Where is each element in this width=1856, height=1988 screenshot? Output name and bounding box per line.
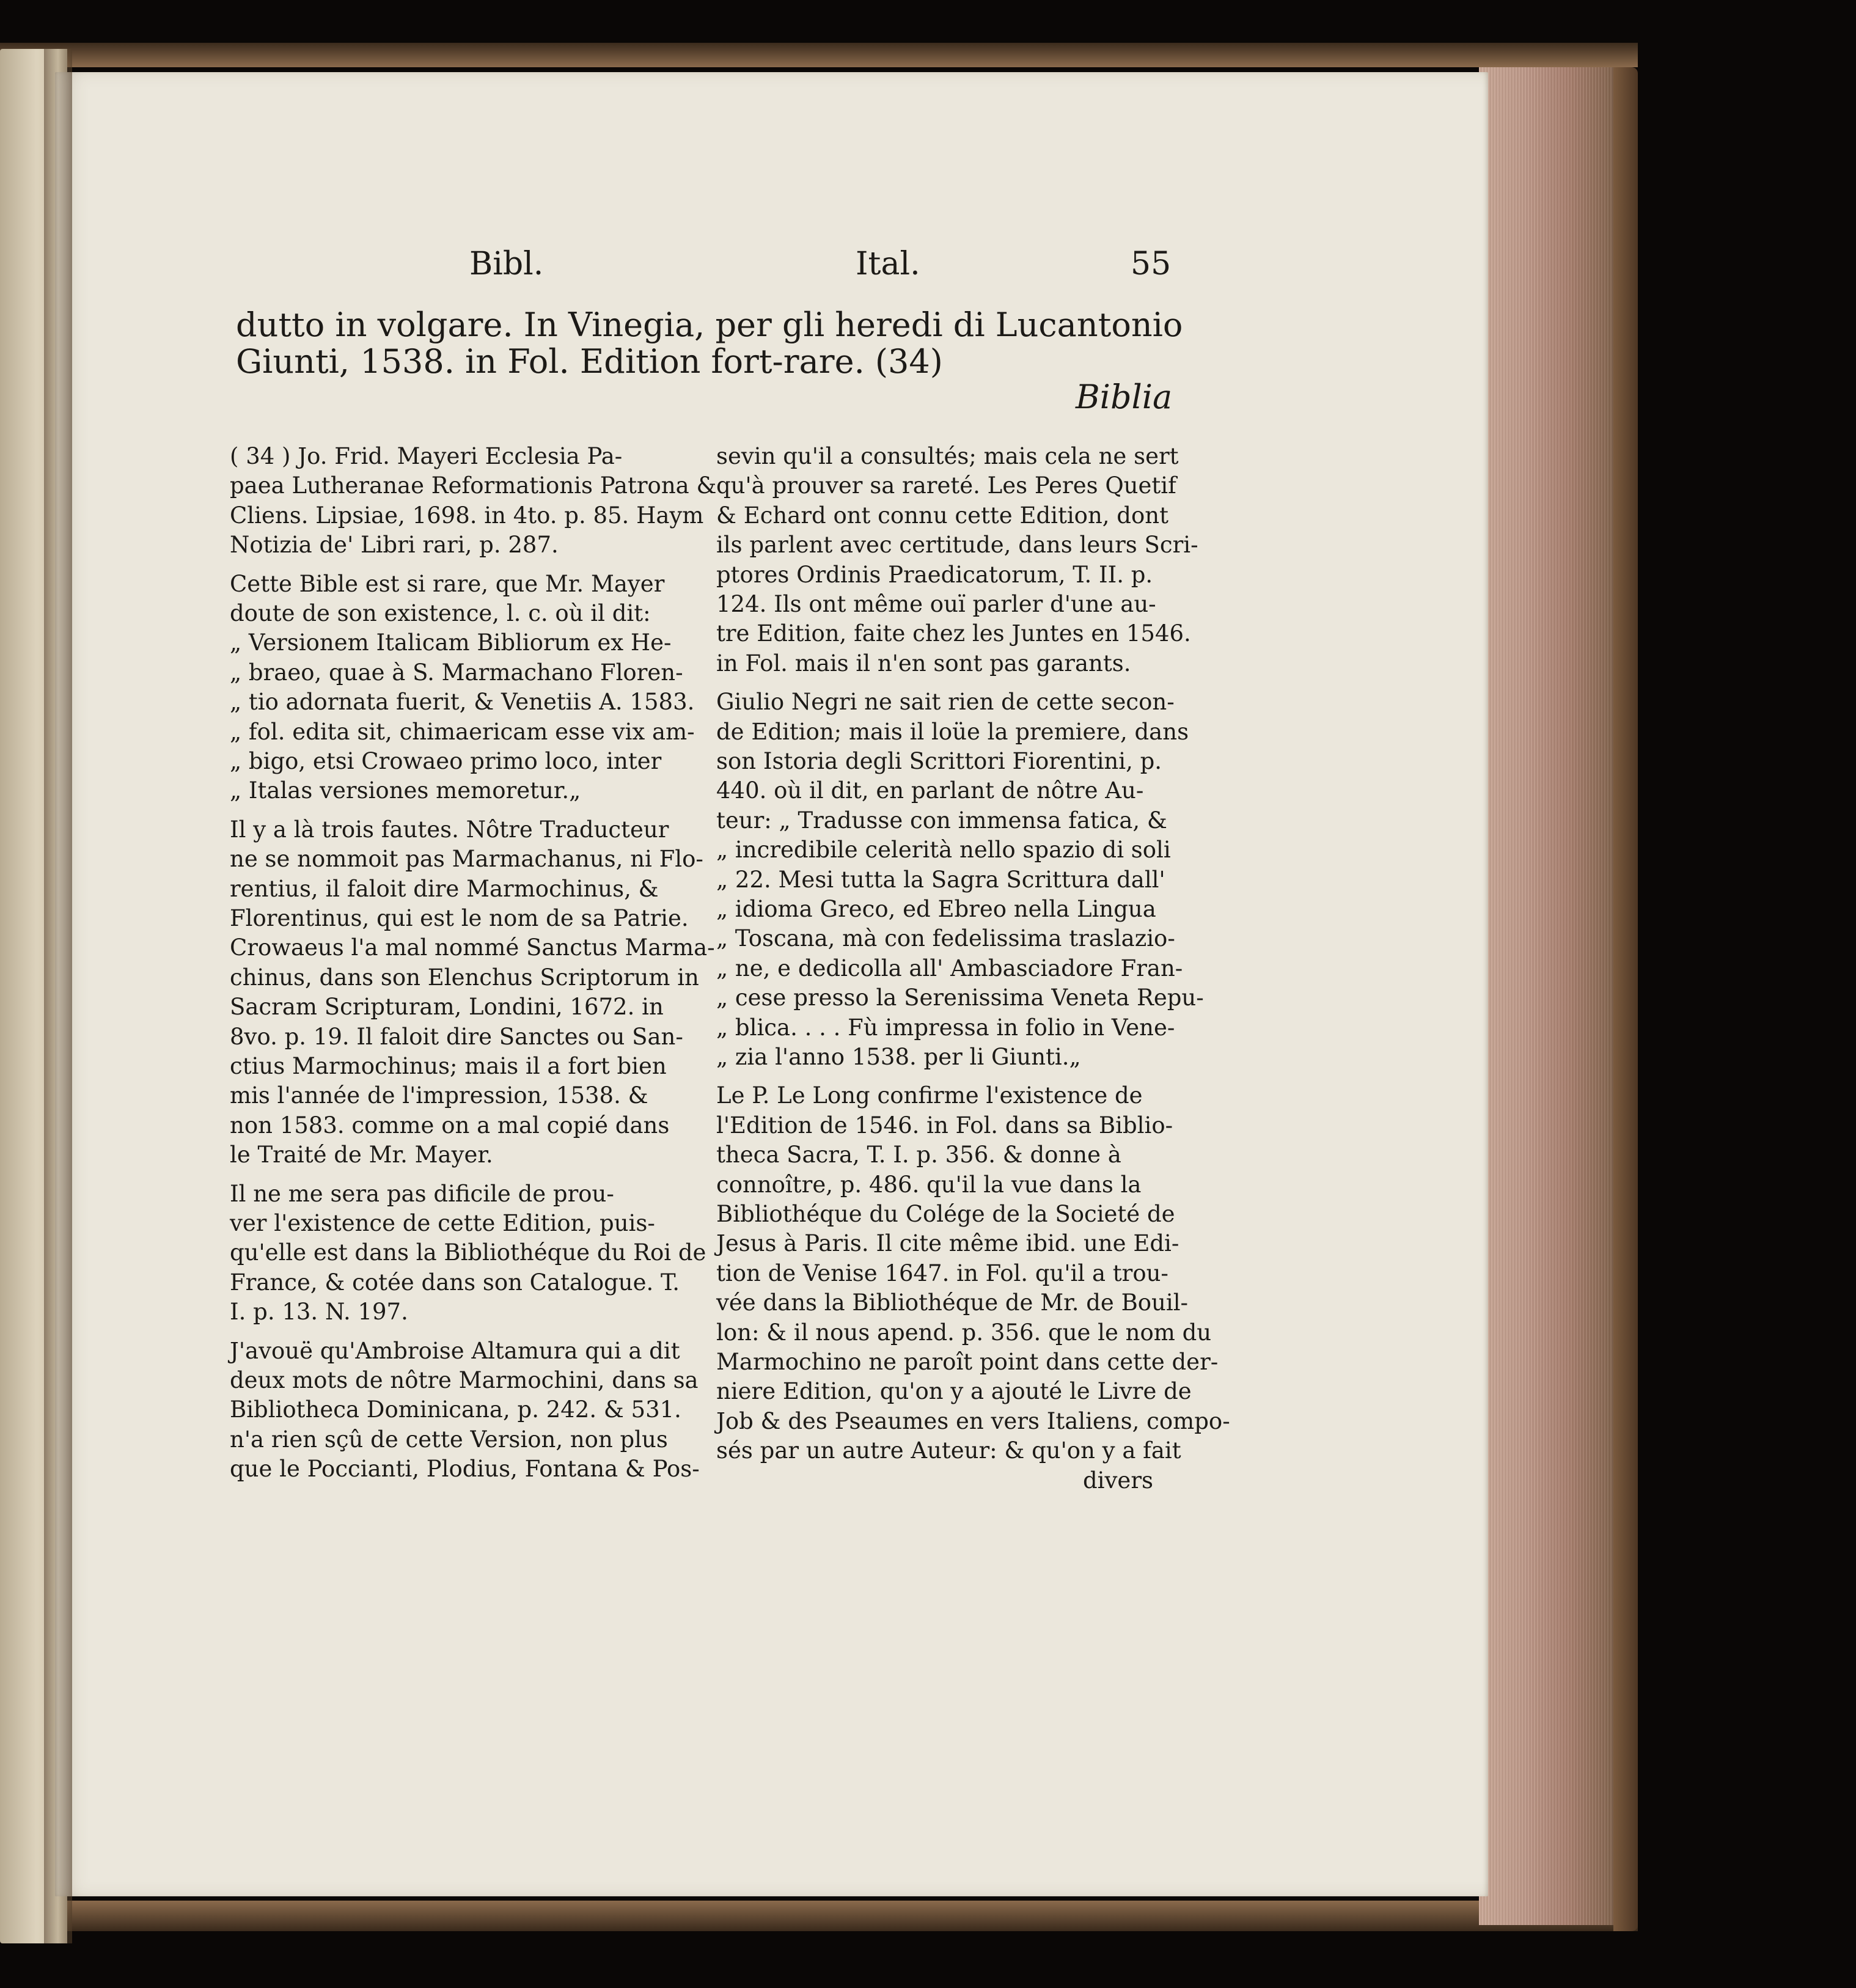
text-line: „ fol. edita sit, chimaericam esse vix am- (230, 718, 695, 745)
text-line: tre Edition, faite chez les Juntes en 1546. (716, 620, 1191, 647)
page-number: 55 (1131, 246, 1172, 282)
text-line: divers (1083, 1467, 1153, 1494)
text-line: Sacram Scripturam, Londini, 1672. in (230, 994, 664, 1021)
text-line: „ ne, e dedicolla all' Ambasciadore Fran- (716, 955, 1183, 981)
text-line: „ incredibile celerità nello spazio di soli (716, 837, 1171, 864)
text-line: Bibliothéque du Colége de la Societé de (716, 1201, 1175, 1227)
text-line: „ Italas versiones memoretur.„ (230, 777, 581, 804)
text-line: I. p. 13. N. 197. (230, 1299, 408, 1326)
text-line: 440. où il dit, en parlant de nôtre Au- (716, 777, 1144, 804)
text-line: non 1583. comme on a mal copié dans (230, 1112, 670, 1139)
text-line: lon: & il nous apend. p. 356. que le nom du (716, 1319, 1212, 1346)
text-line: le Traité de Mr. Mayer. (230, 1142, 493, 1168)
text-line: „ cese presso la Serenissima Veneta Repu- (716, 985, 1204, 1011)
text-line: ne se nommoit pas Marmachanus, ni Flo- (230, 846, 703, 873)
running-head-center: Ital. (856, 246, 920, 282)
text-line: deux mots de nôtre Marmochini, dans sa (230, 1367, 699, 1393)
text-line: ( 34 ) Jo. Frid. Mayeri Ecclesia Pa- (230, 443, 623, 469)
text-line: Cliens. Lipsiae, 1698. in 4to. p. 85. Haym (230, 502, 704, 529)
text-line: & Echard ont connu cette Edition, dont (716, 502, 1168, 529)
text-line: ctius Marmochinus; mais il a fort bien (230, 1053, 667, 1079)
text-line: Cette Bible est si rare, que Mr. Mayer (230, 570, 665, 597)
text-line: 8vo. p. 19. Il faloit dire Sanctes ou San- (230, 1023, 683, 1050)
text-line: connoître, p. 486. qu'il la vue dans la (716, 1171, 1142, 1198)
text-line: in Fol. mais il n'en sont pas garants. (716, 650, 1131, 677)
text-line: teur: „ Tradusse con immensa fatica, & (716, 807, 1167, 834)
text-line: 124. Ils ont même ouï parler d'une au- (716, 591, 1156, 617)
text-line: qu'elle est dans la Bibliothéque du Roi de (230, 1239, 706, 1266)
book-cover-bottom (0, 1901, 1638, 1931)
text-line: ils parlent avec certitude, dans leurs Scri- (716, 532, 1198, 559)
text-line: sevin qu'il a consultés; mais cela ne sert (716, 443, 1179, 469)
text-line: rentius, il faloit dire Marmochinus, & (230, 875, 659, 902)
text-line: mis l'année de l'impression, 1538. & (230, 1082, 648, 1109)
text-line: son Istoria degli Scrittori Fiorentini, p. (716, 748, 1162, 774)
text-line: J'avouë qu'Ambroise Altamura qui a dit (230, 1337, 680, 1364)
text-line: doute de son existence, l. c. où il dit: (230, 600, 651, 626)
text-line: Job & des Pseaumes en vers Italiens, compo- (716, 1407, 1230, 1434)
text-line: „ braeo, quae à S. Marmachano Floren- (230, 659, 683, 686)
catchword: Biblia (1076, 378, 1173, 416)
book-cover-edge (1613, 67, 1638, 1931)
running-head-left: Bibl. (469, 246, 544, 282)
text-line: vée dans la Bibliothéque de Mr. de Bouil- (716, 1289, 1189, 1316)
text-line: Florentinus, qui est le nom de sa Patrie. (230, 905, 689, 931)
text-line: paea Lutheranae Reformationis Patrona & (230, 472, 717, 499)
text-line: „ Versionem Italicam Bibliorum ex He- (230, 629, 672, 656)
text-line: tion de Venise 1647. in Fol. qu'il a trou- (716, 1260, 1168, 1286)
text-line: „ blica. . . . Fù impressa in folio in Vene- (716, 1014, 1175, 1041)
main-text-line: Giunti, 1538. in Fol. Edition fort-rare. (34) (236, 342, 943, 381)
text-line: „ zia l'anno 1538. per li Giunti.„ (716, 1044, 1081, 1070)
text-line: sés par un autre Auteur: & qu'on y a fait (716, 1437, 1181, 1464)
text-line: „ bigo, etsi Crowaeo primo loco, inter (230, 748, 662, 774)
text-line: Bibliotheca Dominicana, p. 242. & 531. (230, 1396, 681, 1423)
book-cover-top (0, 43, 1638, 67)
text-line: Marmochino ne paroît point dans cette der- (716, 1349, 1219, 1375)
text-line: ver l'existence de cette Edition, puis- (230, 1210, 655, 1236)
text-line: Il y a là trois fautes. Nôtre Traducteur (230, 816, 669, 843)
text-line: Crowaeus l'a mal nommé Sanctus Marma- (230, 934, 715, 961)
text-line: chinus, dans son Elenchus Scriptorum in (230, 964, 699, 991)
text-line: n'a rien sçû de cette Version, non plus (230, 1426, 668, 1453)
text-line: Le P. Le Long confirme l'existence de (716, 1082, 1143, 1109)
page-block-edge (1479, 67, 1629, 1925)
text-line: qu'à prouver sa rareté. Les Peres Quetif (716, 472, 1176, 499)
text-line: niere Edition, qu'on y a ajouté le Livre de (716, 1378, 1192, 1405)
text-line: „ idioma Greco, ed Ebreo nella Lingua (716, 896, 1156, 922)
text-line: theca Sacra, T. I. p. 356. & donne à (716, 1142, 1121, 1168)
text-line: „ Toscana, mà con fedelissima traslazio- (716, 925, 1175, 952)
text-line: l'Edition de 1546. in Fol. dans sa Biblio- (716, 1112, 1173, 1139)
text-line: „ tio adornata fuerit, & Venetiis A. 1583. (230, 689, 695, 716)
main-text-line: dutto in volgare. In Vinegia, per gli heredi di Lucantonio (236, 306, 1183, 344)
book-gutter (44, 49, 72, 1943)
text-line: „ 22. Mesi tutta la Sagra Scrittura dall' (716, 866, 1165, 893)
text-line: Il ne me sera pas dificile de prou- (230, 1180, 614, 1207)
text-line: Jesus à Paris. Il cite même ibid. une Edi- (716, 1230, 1179, 1257)
text-line: Giulio Negri ne sait rien de cette secon- (716, 689, 1175, 716)
text-line: que le Poccianti, Plodius, Fontana & Pos- (230, 1456, 700, 1483)
text-line: ptores Ordinis Praedicatorum, T. II. p. (716, 561, 1153, 588)
text-line: de Edition; mais il loüe la premiere, dans (716, 718, 1189, 745)
text-line: Notizia de' Libri rari, p. 287. (230, 532, 559, 559)
text-line: France, & cotée dans son Catalogue. T. (230, 1269, 680, 1296)
